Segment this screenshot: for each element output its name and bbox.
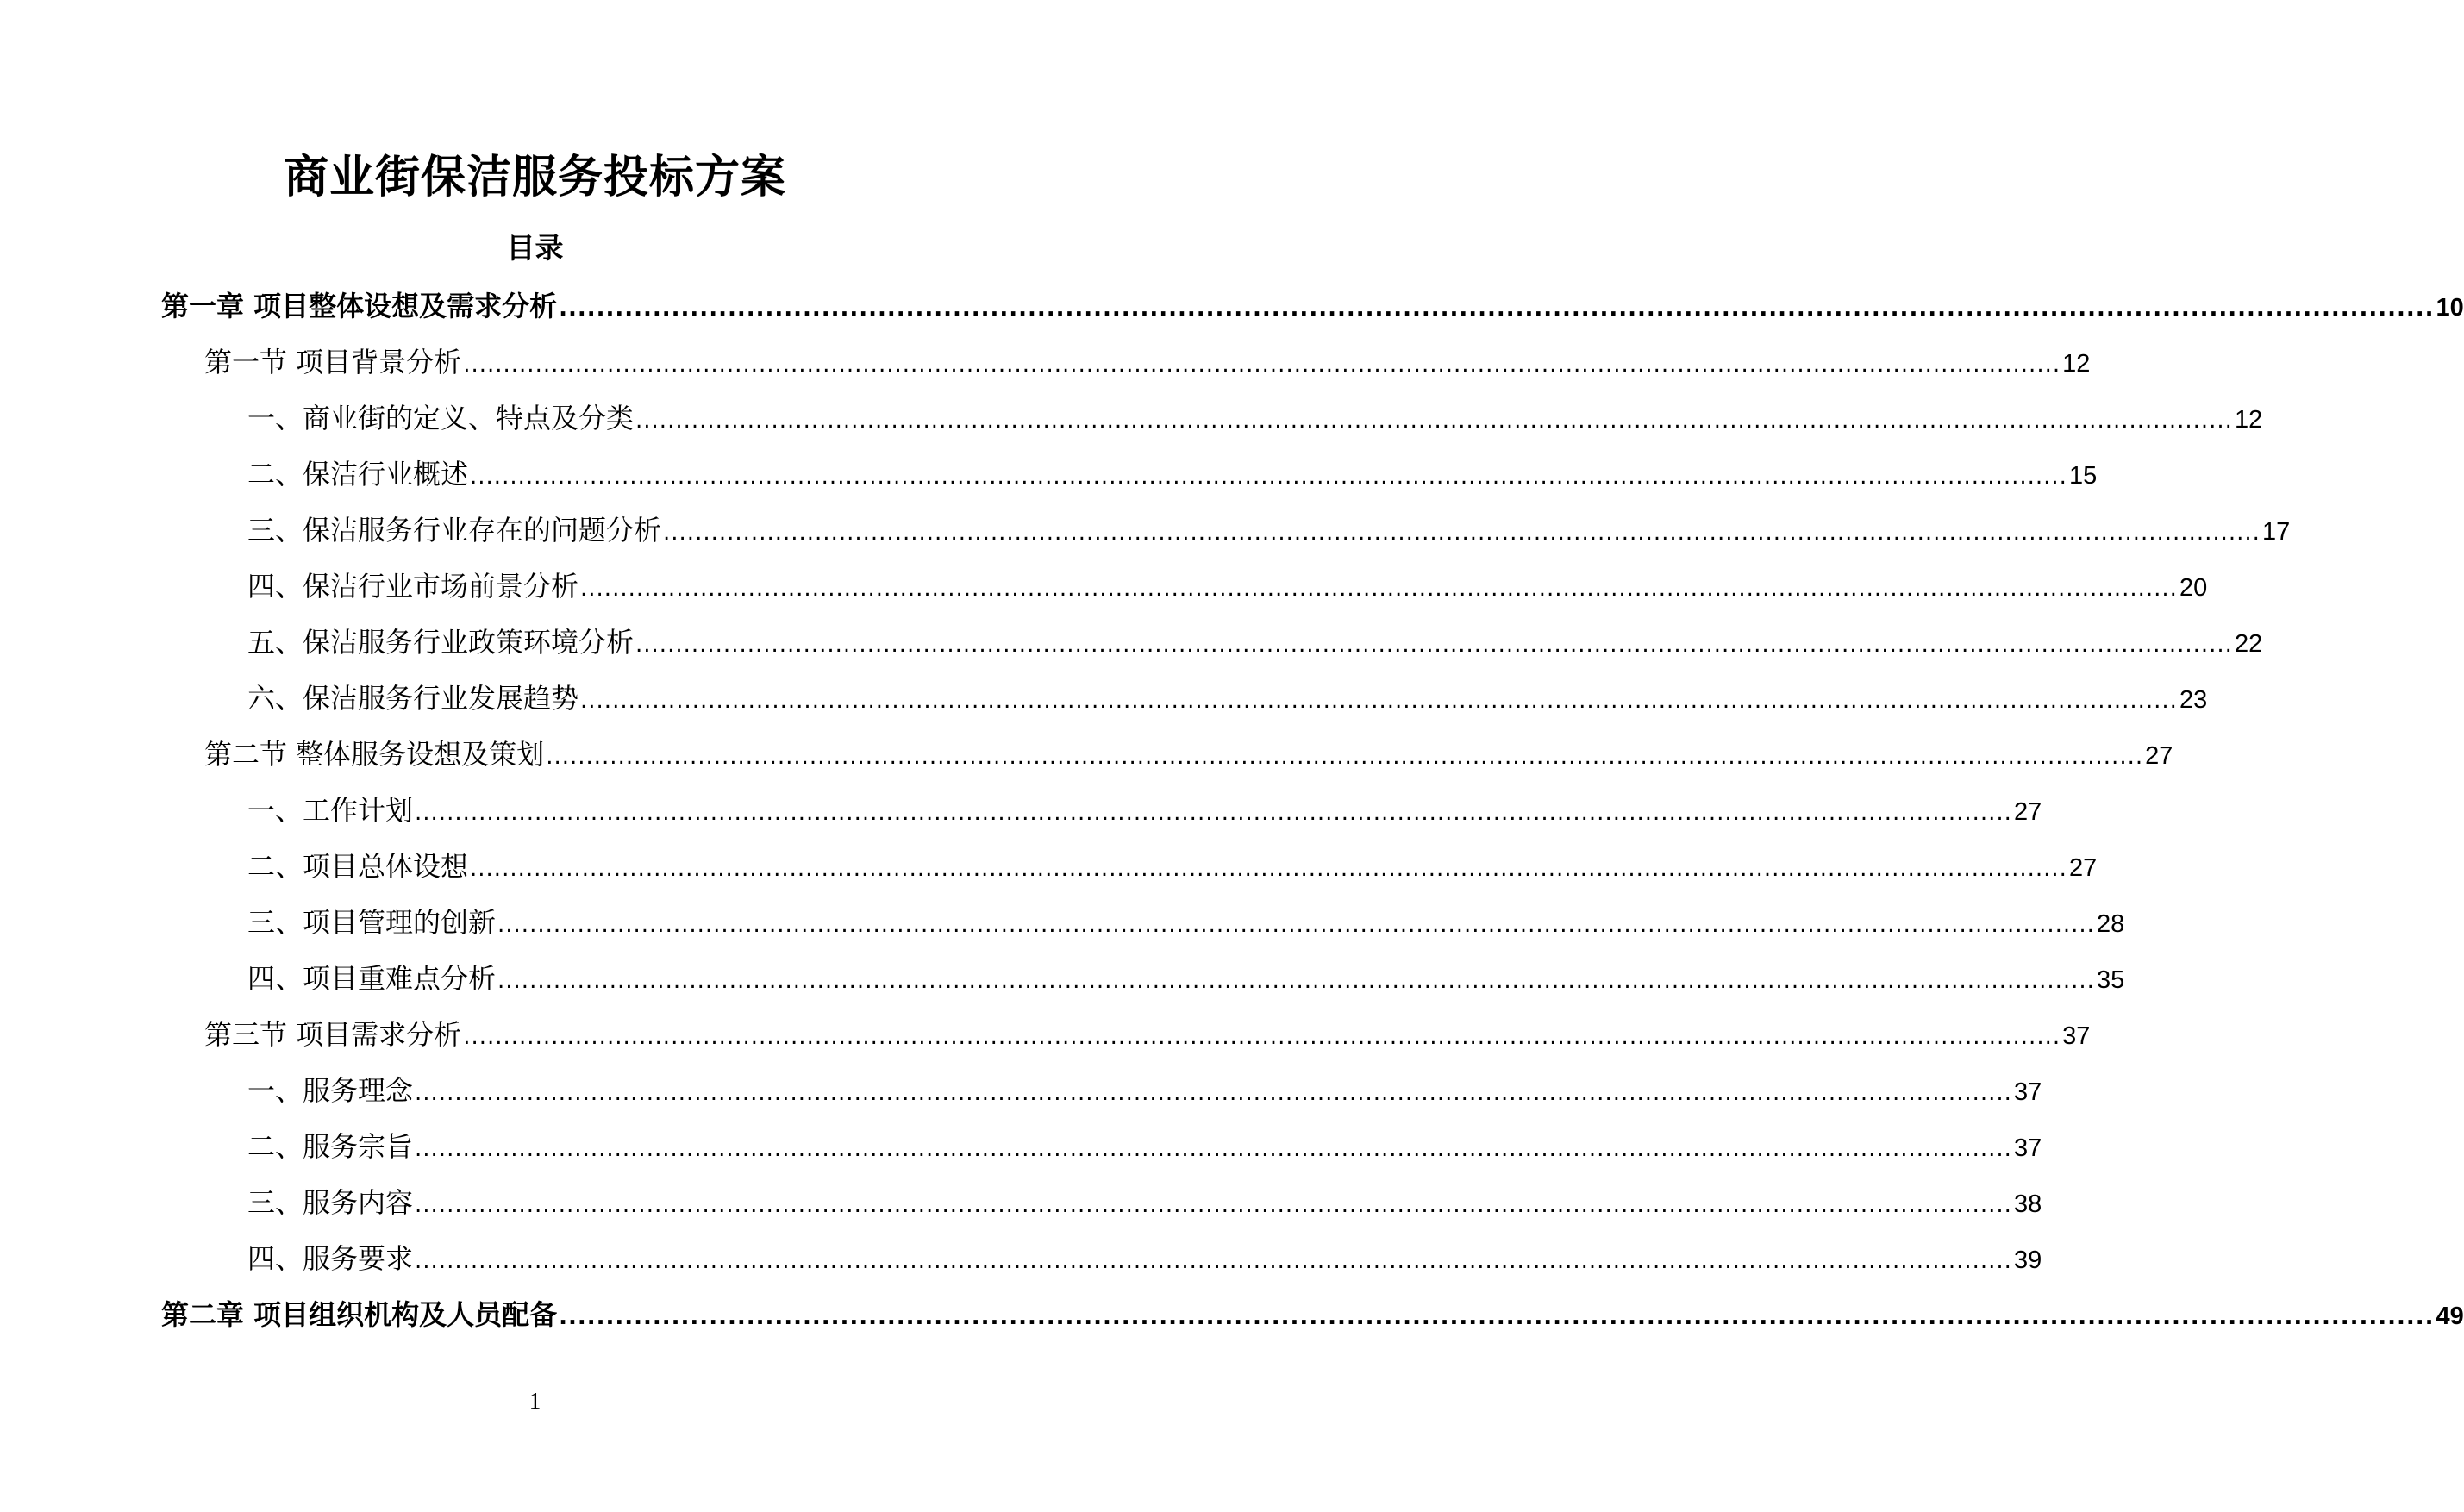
toc-entry-page: 38 bbox=[2013, 1190, 2042, 1218]
toc-entry-page: 27 bbox=[2145, 742, 2173, 770]
toc-leader-dots: ........................................................................................................................................................................................................ bbox=[559, 296, 2435, 322]
toc-entry-label: 一、工作计划 bbox=[247, 794, 414, 827]
toc-entry-item[interactable] bbox=[247, 957, 2125, 1000]
toc-leader-dots: ........................................................................................................................................................................................................ bbox=[497, 912, 2095, 938]
toc-entry-label: 二、保洁行业概述 bbox=[247, 458, 469, 490]
toc-entry-item[interactable] bbox=[247, 1237, 2042, 1280]
toc-entry-item[interactable] bbox=[247, 397, 2263, 440]
toc-entry-page: 35 bbox=[2096, 966, 2125, 994]
toc-entry-page: 15 bbox=[2068, 462, 2098, 490]
toc-entry-label: 三、项目管理的创新 bbox=[247, 906, 497, 939]
toc-leader-dots: ........................................................................................................................................................................................................ bbox=[559, 1304, 2435, 1330]
toc-leader-dots: ........................................................................................................................................................................................................ bbox=[580, 576, 2178, 602]
toc-entry-label: 二、项目总体设想 bbox=[247, 850, 469, 883]
toc-entry-label: 三、服务内容 bbox=[247, 1186, 414, 1219]
toc-leader-dots: ........................................................................................................................................................................................................ bbox=[546, 744, 2144, 770]
document-title: 商业街保洁服务投标方案 bbox=[283, 152, 786, 203]
toc-entry-page: 37 bbox=[2013, 1078, 2042, 1106]
toc-entry-page: 28 bbox=[2096, 910, 2125, 938]
toc-entry-label: 五、保洁服务行业政策环境分析 bbox=[247, 626, 635, 659]
toc-entry-label: 一、服务理念 bbox=[247, 1074, 414, 1107]
toc-entry-item[interactable] bbox=[247, 1181, 2042, 1224]
toc-leader-dots: ........................................................................................................................................................................................................ bbox=[663, 520, 2261, 546]
toc-leader-dots: ........................................................................................................................................................................................................ bbox=[470, 464, 2067, 490]
toc-leader-dots: ........................................................................................................................................................................................................ bbox=[497, 968, 2095, 994]
toc-entry-page: 12 bbox=[2234, 406, 2263, 434]
toc-entry-item[interactable] bbox=[247, 845, 2098, 888]
toc-entry-label: 第一章 项目整体设想及需求分析 bbox=[161, 290, 558, 322]
toc-leader-dots: ........................................................................................................................................................................................................ bbox=[580, 688, 2178, 714]
toc-entry-label: 四、服务要求 bbox=[247, 1242, 414, 1275]
toc-entry-label: 四、项目重难点分析 bbox=[247, 962, 497, 995]
toc-heading: 目录 bbox=[506, 231, 564, 265]
toc-entry-item[interactable] bbox=[247, 621, 2263, 664]
toc-leader-dots: ........................................................................................................................................................................................................ bbox=[415, 1080, 2012, 1106]
toc-entry-item[interactable] bbox=[247, 509, 2291, 552]
toc-leader-dots: ........................................................................................................................................................................................................ bbox=[415, 800, 2012, 826]
toc-entry-item[interactable] bbox=[247, 901, 2125, 944]
toc-leader-dots: ........................................................................................................................................................................................................ bbox=[635, 408, 2233, 434]
toc-leader-dots: ........................................................................................................................................................................................................ bbox=[635, 632, 2233, 658]
toc-entry-page: 39 bbox=[2013, 1246, 2042, 1274]
toc-entry-page: 12 bbox=[2062, 350, 2091, 378]
toc-entry-section-1-3[interactable] bbox=[204, 1013, 2091, 1056]
toc-entry-label: 第二章 项目组织机构及人员配备 bbox=[161, 1298, 558, 1331]
toc-entry-chapter-1[interactable] bbox=[161, 284, 2464, 328]
toc-entry-label: 第二节 整体服务设想及策划 bbox=[204, 738, 545, 771]
toc-entry-page: 27 bbox=[2068, 854, 2098, 882]
toc-leader-dots: ........................................................................................................................................................................................................ bbox=[415, 1192, 2012, 1218]
toc-entry-page: 10 bbox=[2436, 294, 2464, 322]
toc-leader-dots: ........................................................................................................................................................................................................ bbox=[463, 1024, 2061, 1050]
toc-entry-section-1-2[interactable] bbox=[204, 733, 2173, 776]
toc-entry-item[interactable] bbox=[247, 1069, 2042, 1112]
toc-entry-page: 22 bbox=[2234, 630, 2263, 658]
toc-entry-item[interactable] bbox=[247, 789, 2042, 832]
toc-entry-page: 17 bbox=[2261, 518, 2291, 546]
toc-entry-label: 一、商业街的定义、特点及分类 bbox=[247, 402, 635, 434]
toc-leader-dots: ........................................................................................................................................................................................................ bbox=[415, 1248, 2012, 1274]
toc-entry-page: 37 bbox=[2062, 1022, 2091, 1050]
toc-entry-label: 四、保洁行业市场前景分析 bbox=[247, 570, 579, 603]
toc-entry-item[interactable] bbox=[247, 677, 2208, 720]
toc-entry-label: 二、服务宗旨 bbox=[247, 1130, 414, 1163]
toc-entry-item[interactable] bbox=[247, 1125, 2042, 1168]
toc-leader-dots: ........................................................................................................................................................................................................ bbox=[470, 856, 2067, 882]
toc-entry-item[interactable] bbox=[247, 453, 2098, 496]
toc-entry-label: 第一节 项目背景分析 bbox=[204, 346, 462, 378]
toc-entry-page: 27 bbox=[2013, 798, 2042, 826]
page-number: 1 bbox=[528, 1388, 541, 1414]
toc-entry-page: 37 bbox=[2013, 1134, 2042, 1162]
toc-entry-chapter-2[interactable] bbox=[161, 1293, 2464, 1336]
toc-entry-section-1-1[interactable] bbox=[204, 341, 2091, 384]
toc-entry-page: 23 bbox=[2179, 686, 2208, 714]
toc-entry-label: 六、保洁服务行业发展趋势 bbox=[247, 682, 579, 715]
toc-leader-dots: ........................................................................................................................................................................................................ bbox=[415, 1136, 2012, 1162]
toc-entry-label: 三、保洁服务行业存在的问题分析 bbox=[247, 514, 662, 547]
toc-entry-item[interactable] bbox=[247, 565, 2208, 608]
toc-entry-page: 20 bbox=[2179, 574, 2208, 602]
toc-entry-page: 49 bbox=[2436, 1303, 2464, 1330]
toc-leader-dots: ........................................................................................................................................................................................................ bbox=[463, 352, 2061, 378]
toc-entry-label: 第三节 项目需求分析 bbox=[204, 1018, 462, 1051]
